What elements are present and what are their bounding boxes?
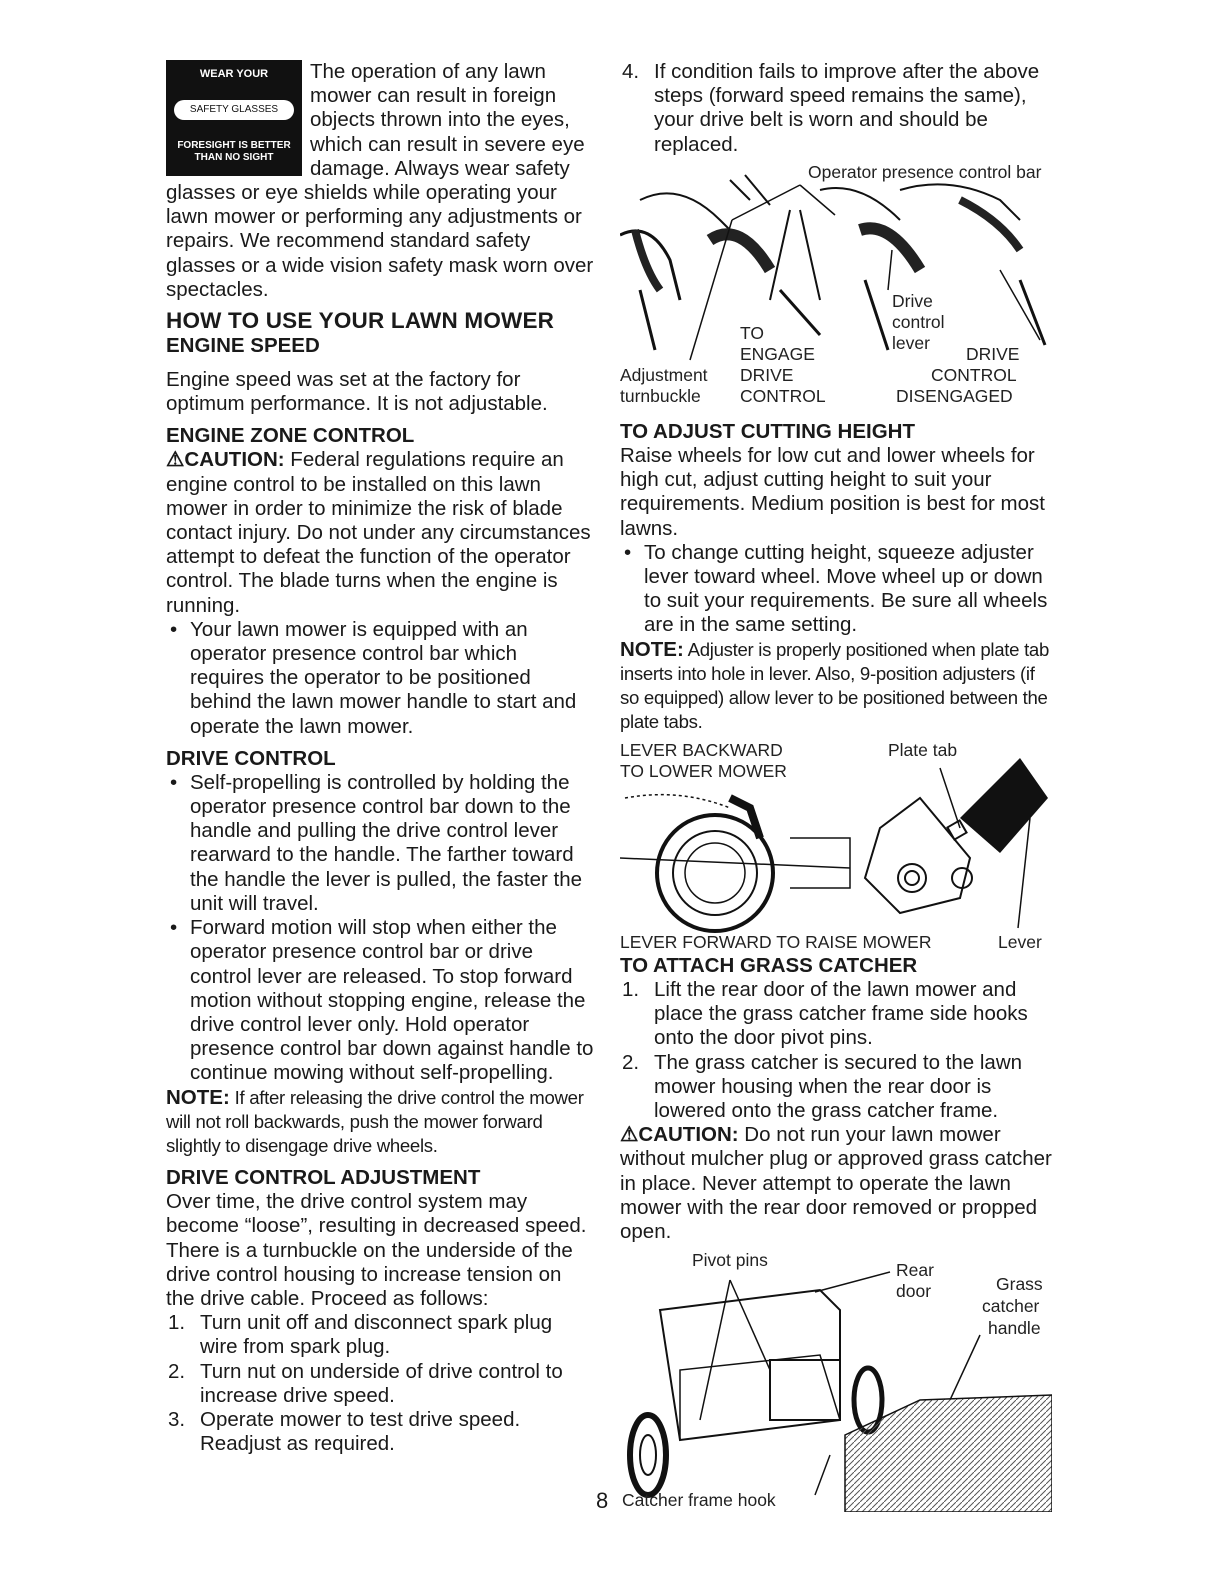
drive-bullets	[166, 771, 594, 1086]
pivot-pins-label: Pivot pins	[692, 1250, 768, 1270]
drive-note-text: If after releasing the drive control the mower will not roll backwards, push the mower forward slightly to disengage drive wheels.	[166, 1086, 584, 1156]
grass-catcher-handle-label-1: Grass	[996, 1274, 1043, 1294]
warning-icon: ⚠	[166, 448, 185, 472]
list-item	[166, 1311, 594, 1359]
cutting-height-figure	[620, 738, 1052, 954]
catcher-frame-hook-label: Catcher frame hook	[622, 1490, 776, 1510]
heading-engine-speed: ENGINE SPEED	[166, 334, 320, 358]
grass-catcher-illustration	[620, 1250, 1052, 1512]
page-number: 8	[596, 1488, 609, 1513]
plate-tab-label: Plate tab	[888, 740, 958, 760]
adjust-steps	[166, 1311, 594, 1456]
grass-catcher-handle-label-3: handle	[988, 1318, 1041, 1338]
heading-engine-zone: ENGINE ZONE CONTROL	[166, 424, 415, 448]
list-item	[620, 1051, 1052, 1124]
badge-line3a: FORESIGHT IS BETTER	[177, 140, 291, 151]
disengaged-drive-label: DRIVE	[966, 344, 1020, 364]
drive-lever-label-3: lever	[892, 333, 930, 353]
grass-catcher-section	[620, 954, 1052, 1244]
drive-lever-label-1: Drive	[892, 291, 933, 311]
right-column	[620, 60, 1052, 157]
grass-catcher-handle-label-2: catcher	[982, 1296, 1040, 1316]
caution-zone-text: Federal regulations require an engine control to be installed on this lawn mower in order to minimize the risk of blade contact injury. Do not under any circumstances attempt to defeat the function of the operator control. The blade turns when the engine is running.	[166, 448, 591, 617]
step-number: 2.	[622, 1050, 640, 1074]
caution-zone	[166, 448, 594, 617]
caution-zone-label: CAUTION:	[184, 448, 285, 472]
adjust-text: Over time, the drive control system may become “loose”, resulting in decreased speed. There is a turnbuckle on the underside of the drive control housing to increase tension on the drive cable. Proceed as follows:	[166, 1190, 587, 1310]
height-bullet: • To change cutting height, squeeze adjuster lever toward wheel. Move wheel up or down to suit your requirements. Be sure all wheels are in the same setting.	[620, 541, 1052, 638]
cutting-height-text: Raise wheels for low cut and lower wheels for high cut, adjust cutting height to suit your requirements. Medium position is best for most lawns.	[620, 444, 1045, 540]
badge-line3b: THAN NO SIGHT	[194, 152, 274, 163]
warning-icon: ⚠	[620, 1123, 639, 1147]
adjuster-note-label: NOTE:	[620, 637, 684, 661]
badge-line2: SAFETY GLASSES	[174, 100, 294, 120]
heading-drive-control: DRIVE CONTROL	[166, 746, 336, 770]
drive-note-label: NOTE:	[166, 1085, 230, 1109]
rear-door-label-1: Rear	[896, 1260, 934, 1280]
to-label: TO	[740, 323, 764, 343]
caution-catcher-label: CAUTION:	[638, 1123, 739, 1147]
list-item	[620, 978, 1052, 1051]
badge-line1: WEAR YOUR	[199, 68, 269, 80]
adjuster-note-text: Adjuster is properly positioned when plate tab inserts into hole in lever. Also, 9-position adjusters (if so equipped) allow lever to be positioned between the plate tabs.	[620, 638, 1050, 733]
caution-catcher	[620, 1123, 1052, 1244]
step-number: 3.	[168, 1407, 186, 1431]
drive-control-figure	[620, 160, 1052, 412]
drive-lever-label-2: control	[892, 312, 945, 332]
heading-drive-adjustment: DRIVE CONTROL ADJUSTMENT	[166, 1166, 481, 1190]
step-text: Turn nut on underside of drive control to increase drive speed.	[200, 1359, 563, 1407]
safety-glasses-badge	[166, 60, 302, 176]
badge-line3	[166, 140, 302, 164]
step-text: Lift the rear door of the lawn mower and place the grass catcher frame side hooks onto the door pivot pins.	[654, 978, 1028, 1050]
cutting-height-section	[620, 420, 1052, 734]
list-item	[620, 60, 1052, 157]
step-number: 1.	[168, 1311, 186, 1335]
drive-note	[166, 1086, 594, 1159]
heading-how-to-use: HOW TO USE YOUR LAWN MOWER	[166, 308, 555, 334]
catcher-steps	[620, 978, 1052, 1123]
grass-catcher-figure	[620, 1250, 1052, 1512]
adjustment-label: Adjustment	[620, 365, 708, 385]
opc-bar-label: Operator presence control bar	[808, 162, 1042, 182]
disengaged-label: DISENGAGED	[896, 386, 1013, 406]
disengaged-control-label: CONTROL	[931, 365, 1017, 385]
engage-label: ENGAGE	[740, 344, 815, 364]
lever-backward-label: LEVER BACKWARD	[620, 740, 783, 760]
height-bullets	[620, 541, 1052, 638]
step-text: Turn unit off and disconnect spark plug wire from spark plug.	[200, 1311, 553, 1359]
zone-bullet: • Your lawn mower is equipped with an operator presence control bar which requires the operator to be positioned behind the lawn mower handle to start and operate the lawn mower.	[166, 618, 594, 739]
step-number: 1.	[622, 978, 640, 1001]
step-text: The grass catcher is secured to the lawn mower housing when the rear door is lowered onto the grass catcher frame.	[654, 1050, 1023, 1123]
lever-forward-label: LEVER FORWARD TO RAISE MOWER	[620, 932, 932, 952]
left-column	[166, 60, 594, 1456]
step-text: Operate mower to test drive speed. Readjust as required.	[200, 1407, 521, 1456]
zone-bullets	[166, 618, 594, 739]
list-item: • Self-propelling is controlled by holding the operator presence control bar down to the handle and pulling the drive control lever rearward to the handle. The farther toward the handle the lever is pulled, the faster the unit will travel.	[166, 771, 594, 916]
step-number: 2.	[168, 1359, 186, 1383]
rear-door-label-2: door	[896, 1281, 932, 1301]
list-item	[166, 1360, 594, 1408]
turnbuckle-label: turnbuckle	[620, 386, 701, 406]
engage-drive-label: DRIVE	[740, 365, 794, 385]
heading-grass-catcher: TO ATTACH GRASS CATCHER	[620, 954, 918, 977]
lower-mower-label: TO LOWER MOWER	[620, 761, 787, 781]
list-item: • Forward motion will stop when either the operator presence control bar or drive control lever are released. To stop forward motion without stopping engine, release the drive control lever only. Hold operator presence control bar down against handle to continue mowing without self-propelling.	[166, 916, 594, 1085]
heading-cutting-height: TO ADJUST CUTTING HEIGHT	[620, 420, 915, 443]
step-number: 4.	[622, 60, 640, 83]
step4-list	[620, 60, 1052, 157]
engage-control-label: CONTROL	[740, 386, 826, 406]
lever-label: Lever	[998, 932, 1042, 952]
adjuster-note	[620, 638, 1052, 735]
engine-speed-text: Engine speed was set at the factory for optimum performance. It is not adjustable.	[166, 368, 548, 416]
step-text: If condition fails to improve after the above steps (forward speed remains the same), your drive belt is worn and should be replaced.	[654, 60, 1040, 156]
list-item	[166, 1408, 594, 1456]
caution-catcher-text: Do not run your lawn mower without mulcher plug or approved grass catcher in place. Never attempt to operate the lawn mower with the rear door removed or propped open.	[620, 1123, 1052, 1244]
safety-intro: The operation of any lawn mower can result in foreign objects thrown into the eyes, which can result in severe eye damage. Always wear safety glasses or eye shields while operating your lawn mower or performing any adjustments or repairs. We recommend standard safety glasses or a wide vision safety mask worn over spectacles.	[166, 60, 594, 301]
